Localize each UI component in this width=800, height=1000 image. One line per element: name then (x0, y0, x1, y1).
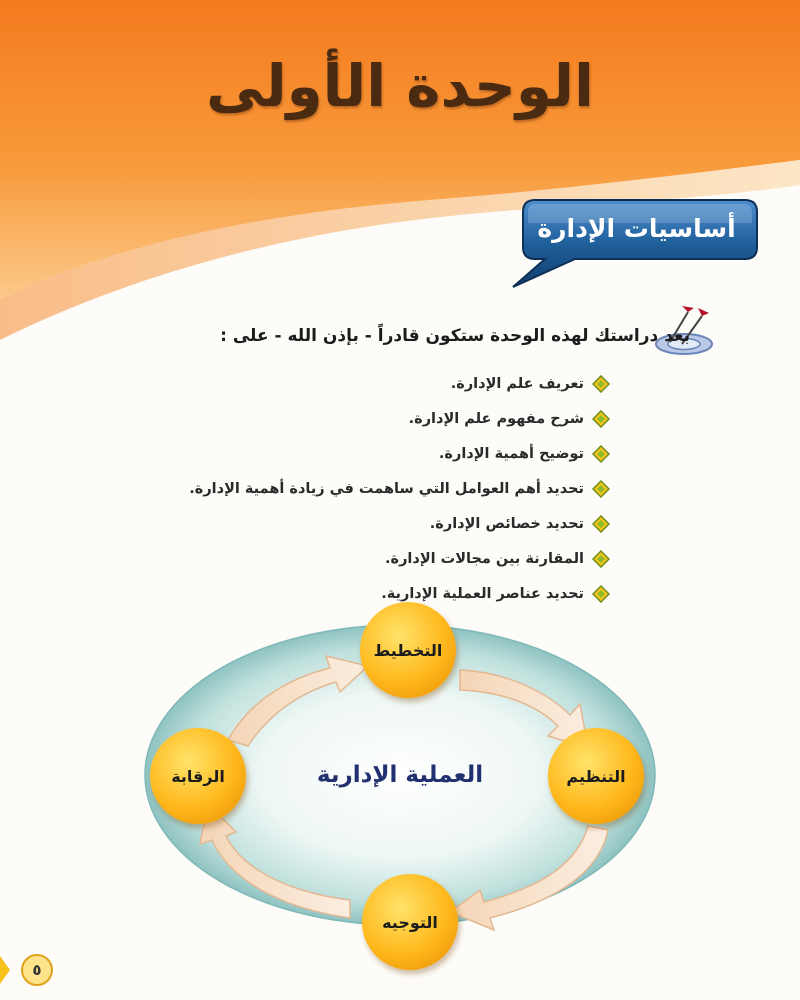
diamond-bullet-icon (592, 375, 610, 393)
objective-text: تحديد خصائص الإدارة. (429, 515, 584, 532)
node-controlling: الرقابة (150, 728, 246, 824)
page-number: ٥ (32, 961, 42, 979)
objective-text: تحديد عناصر العملية الإدارية. (381, 585, 584, 602)
objective-text: تحديد أهم العوامل التي ساهمت في زيادة أهمية الإدارة. (189, 480, 584, 497)
objective-item (189, 366, 610, 401)
intro-text: بعد دراستك لهذه الوحدة ستكون قادراً - بإذن الله - على : (220, 326, 690, 346)
diamond-bullet-icon (592, 550, 610, 568)
diamond-bullet-icon (592, 410, 610, 428)
objective-item (189, 436, 610, 471)
diagram-center-label: العملية الإدارية (316, 762, 484, 788)
objective-text: توضيح أهمية الإدارة. (438, 445, 584, 462)
diamond-bullet-icon (592, 515, 610, 533)
objective-text: تعريف علم الإدارة. (450, 375, 584, 392)
node-planning: التخطيط (360, 602, 456, 698)
node-directing: التوجيه (362, 874, 458, 970)
objective-text: شرح مفهوم علم الإدارة. (408, 410, 584, 427)
diamond-bullet-icon (592, 480, 610, 498)
objective-item (189, 506, 610, 541)
node-organizing: التنظيم (548, 728, 644, 824)
objectives-list (189, 366, 610, 611)
section-title: أساسيات الإدارة (537, 214, 736, 243)
diamond-bullet-icon (592, 445, 610, 463)
objective-text: المقارنة بين مجالات الإدارة. (385, 550, 584, 567)
unit-title: الوحدة الأولى (206, 52, 594, 120)
objective-item (189, 401, 610, 436)
objective-item (189, 541, 610, 576)
objective-item (189, 471, 610, 506)
